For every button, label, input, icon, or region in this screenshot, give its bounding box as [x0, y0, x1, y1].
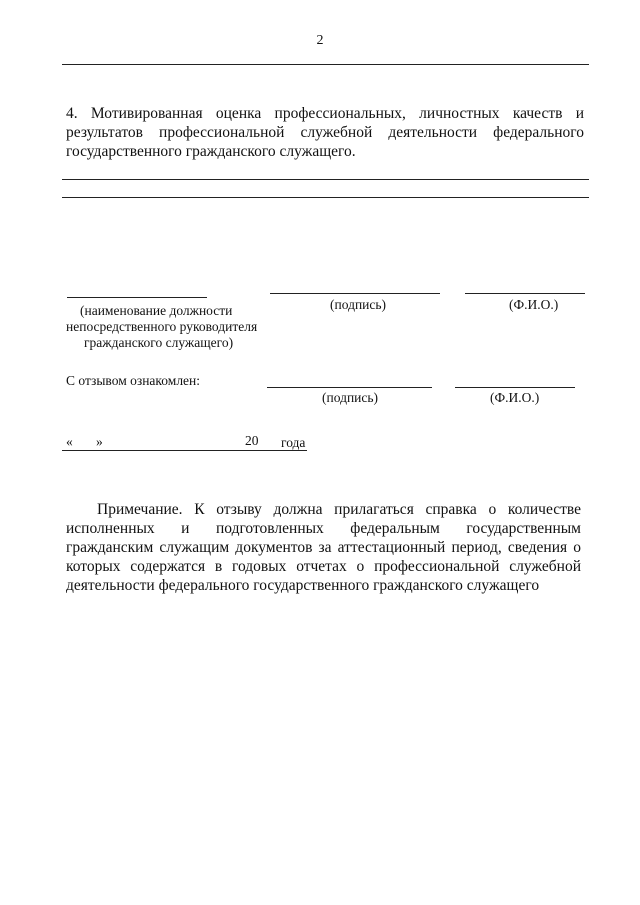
- ack-fio-line: [455, 387, 575, 388]
- page-number: 2: [316, 33, 324, 48]
- position-caption-1: (наименование должности: [80, 303, 233, 318]
- ack-signature-line: [267, 387, 432, 388]
- position-caption-2: непосредственного руководителя: [66, 319, 258, 334]
- position-line: [67, 297, 207, 298]
- fio-line: [465, 293, 585, 294]
- section-4-text: 4. Мотивированная оценка профессиональных, личностных качеств и результатов профессиональной служебной деятельности федерального государственного гражданского служащего.: [66, 105, 584, 160]
- signature-caption: (подпись): [330, 297, 387, 312]
- date-open-quote: «: [66, 434, 73, 449]
- position-caption-3: гражданского служащего): [84, 335, 234, 350]
- date-year-prefix: 20: [245, 433, 259, 448]
- acknowledgement-label: С отзывом ознакомлен:: [66, 373, 201, 388]
- date-year-suffix: года: [281, 435, 306, 450]
- header-rule: [62, 64, 589, 65]
- note-text: Примечание. К отзыву должна прилагаться справка о количестве исполненных и подготовленных федеральным государственным гражданским служащим документов за аттестационный период, сведения о которых содержатся в годовых отчетах о профессиональной служебной деятельности федерального государственного гражданского служащего: [66, 501, 581, 594]
- signature-line: [270, 293, 440, 294]
- fio-caption: (Ф.И.О.): [509, 297, 559, 312]
- ack-signature-caption: (подпись): [322, 390, 379, 405]
- date-line: [62, 450, 307, 451]
- answer-line-2: [62, 197, 589, 198]
- answer-line-1: [62, 179, 589, 180]
- ack-fio-caption: (Ф.И.О.): [490, 390, 540, 405]
- date-close-quote: »: [96, 434, 103, 449]
